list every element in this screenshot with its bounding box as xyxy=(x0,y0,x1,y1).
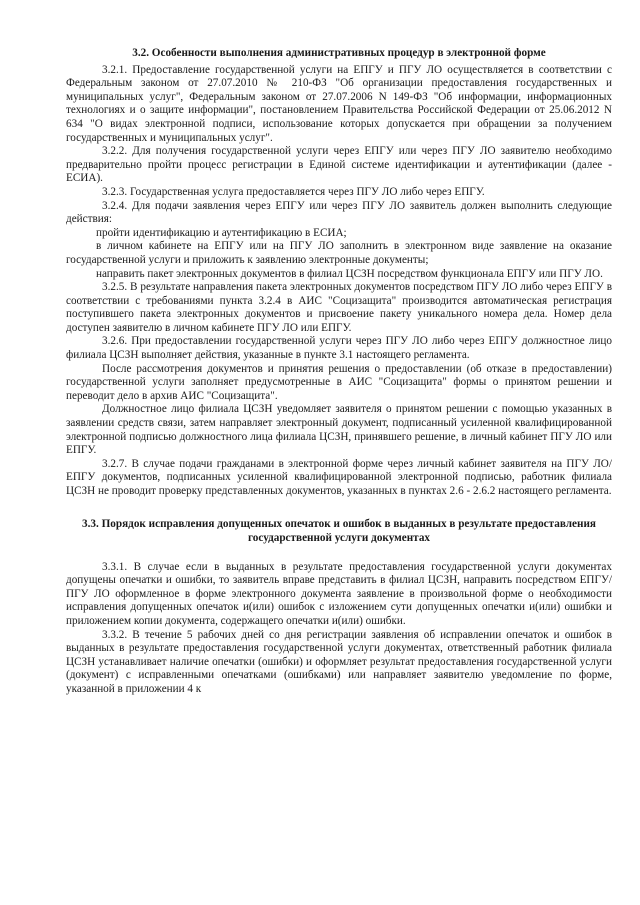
paragraph-3-2-5: 3.2.5. В результате направления пакета электронных документов посредством ПГУ ЛО либо через ЕПГУ в соответствии с требованиями пункта 3.2.4 в АИС "Социзащита" производится автоматическая регистрация поступившего пакета электронных документов и присвоение пакету уникального номера дела. Номер дела доступен заявителю в личном кабинете ПГУ ЛО или ЕПГУ. xyxy=(66,281,612,334)
paragraph-3-2-3: 3.2.3. Государственная услуга предоставляется через ПГУ ЛО либо через ЕПГУ. xyxy=(102,185,485,198)
paragraph-official-notifies: Должностное лицо филиала ЦСЗН уведомляет заявителя о принятом решении с помощью указанных в заявлении средств связи, затем направляет электронный документ, подписанный усиленной квалифицированной электронной подписью должностного лица филиала ЦСЗН, принявшего решение, в личный кабинет ПГУ ЛО или ЕПГУ. xyxy=(66,403,612,457)
paragraph-3-2-1: 3.2.1. Предоставление государственной услуги на ЕПГУ и ПГУ ЛО осуществляется в соответствии с Федеральным законом от 27.07.2010 № 210-ФЗ "Об организации предоставления государственных и муниципальных услуг", Федеральным законом от 27.07.2006 N 149-ФЗ "Об информации, информационных технологиях и о защите информации", постановлением Правительства Российской Федерации от 25.06.2012 N 634 "О видах электронной подписи, использование которых допускается при обращении за получением государственных и муниципальных услуг". xyxy=(66,63,612,144)
action-step-send-package: направить пакет электронных документов в филиал ЦСЗН посредством функционала ЕПГУ или ПГУ ЛО. xyxy=(96,267,603,280)
section-3-2-title: 3.2. Особенности выполнения административных процедур в электронной форме xyxy=(132,47,546,59)
paragraph-3-2-6: 3.2.6. При предоставлении государственной услуги через ПГУ ЛО либо через ЕПГУ должностное лицо филиала ЦСЗН выполняет действия, указанные в пункте 3.1 настоящего регламента. xyxy=(66,335,612,362)
paragraph-3-3-1: 3.3.1. В случае если в выданных в результате предоставления государственной услуги документах допущены опечатки и ошибки, то заявитель вправе представить в филиал ЦСЗН, направить посредством ЕПГУ/ПГУ ЛО оформленное в форме электронного документа заявление в произвольной форме о необходимости исправления допущенных опечаток и(или) ошибок с изложением сути допущенных опечатки и(или) ошибки и приложением копии документа, содержащего опечатки и(или) ошибки. xyxy=(66,560,612,627)
paragraph-3-2-4: 3.2.4. Для подачи заявления через ЕПГУ или через ПГУ ЛО заявитель должен выполнить следующие действия: xyxy=(66,199,612,226)
paragraph-3-2-7: 3.2.7. В случае подачи гражданами в электронной форме через личный кабинет заявителя на ПГУ ЛО/ЕПГУ документов, подписанных усиленной квалифицированной электронной подписью, работник филиала ЦСЗН не проводит проверку представленных документов, указанных в пунктах 2.6 - 2.6.2 настоящего регламента. xyxy=(66,457,612,497)
action-step-fill-application: в личном кабинете на ЕПГУ или на ПГУ ЛО заполнить в электронном виде заявление на оказание государственной услуги и приложить к заявлению электронные документы; xyxy=(66,240,612,266)
section-3-3-title: 3.3. Порядок исправления допущенных опечаток и ошибок в выданных в результате предоставления государственной услуги документах xyxy=(82,517,596,544)
paragraph-3-3-2: 3.3.2. В течение 5 рабочих дней со дня регистрации заявления об исправлении опечаток и ошибок в выданных в результате предоставления государственной услуги документах, ответственный работник филиала ЦСЗН устанавливает наличие опечатки (ошибки) и оформляет результат предоставления государственной услуги (документ) с исправленными опечатками (ошибками) или направляет заявителю уведомление по форме, указанной в приложении 4 к xyxy=(66,628,612,695)
paragraph-after-review: После рассмотрения документов и принятия решения о предоставлении (об отказе в предоставлении) государственной услуги заполняет предусмотренные в АИС "Социзащита" формы о принятом решении и переводит дело в архив АИС "Социзащита". xyxy=(66,362,612,402)
action-step-identification: пройти идентификацию и аутентификацию в ЕСИА; xyxy=(96,226,347,239)
paragraph-3-2-2: 3.2.2. Для получения государственной услуги через ЕПГУ или через ПГУ ЛО заявителю необходимо предварительно пройти процесс регистрации в Единой системе идентификации и аутентификации (далее - ЕСИА). xyxy=(66,145,612,185)
